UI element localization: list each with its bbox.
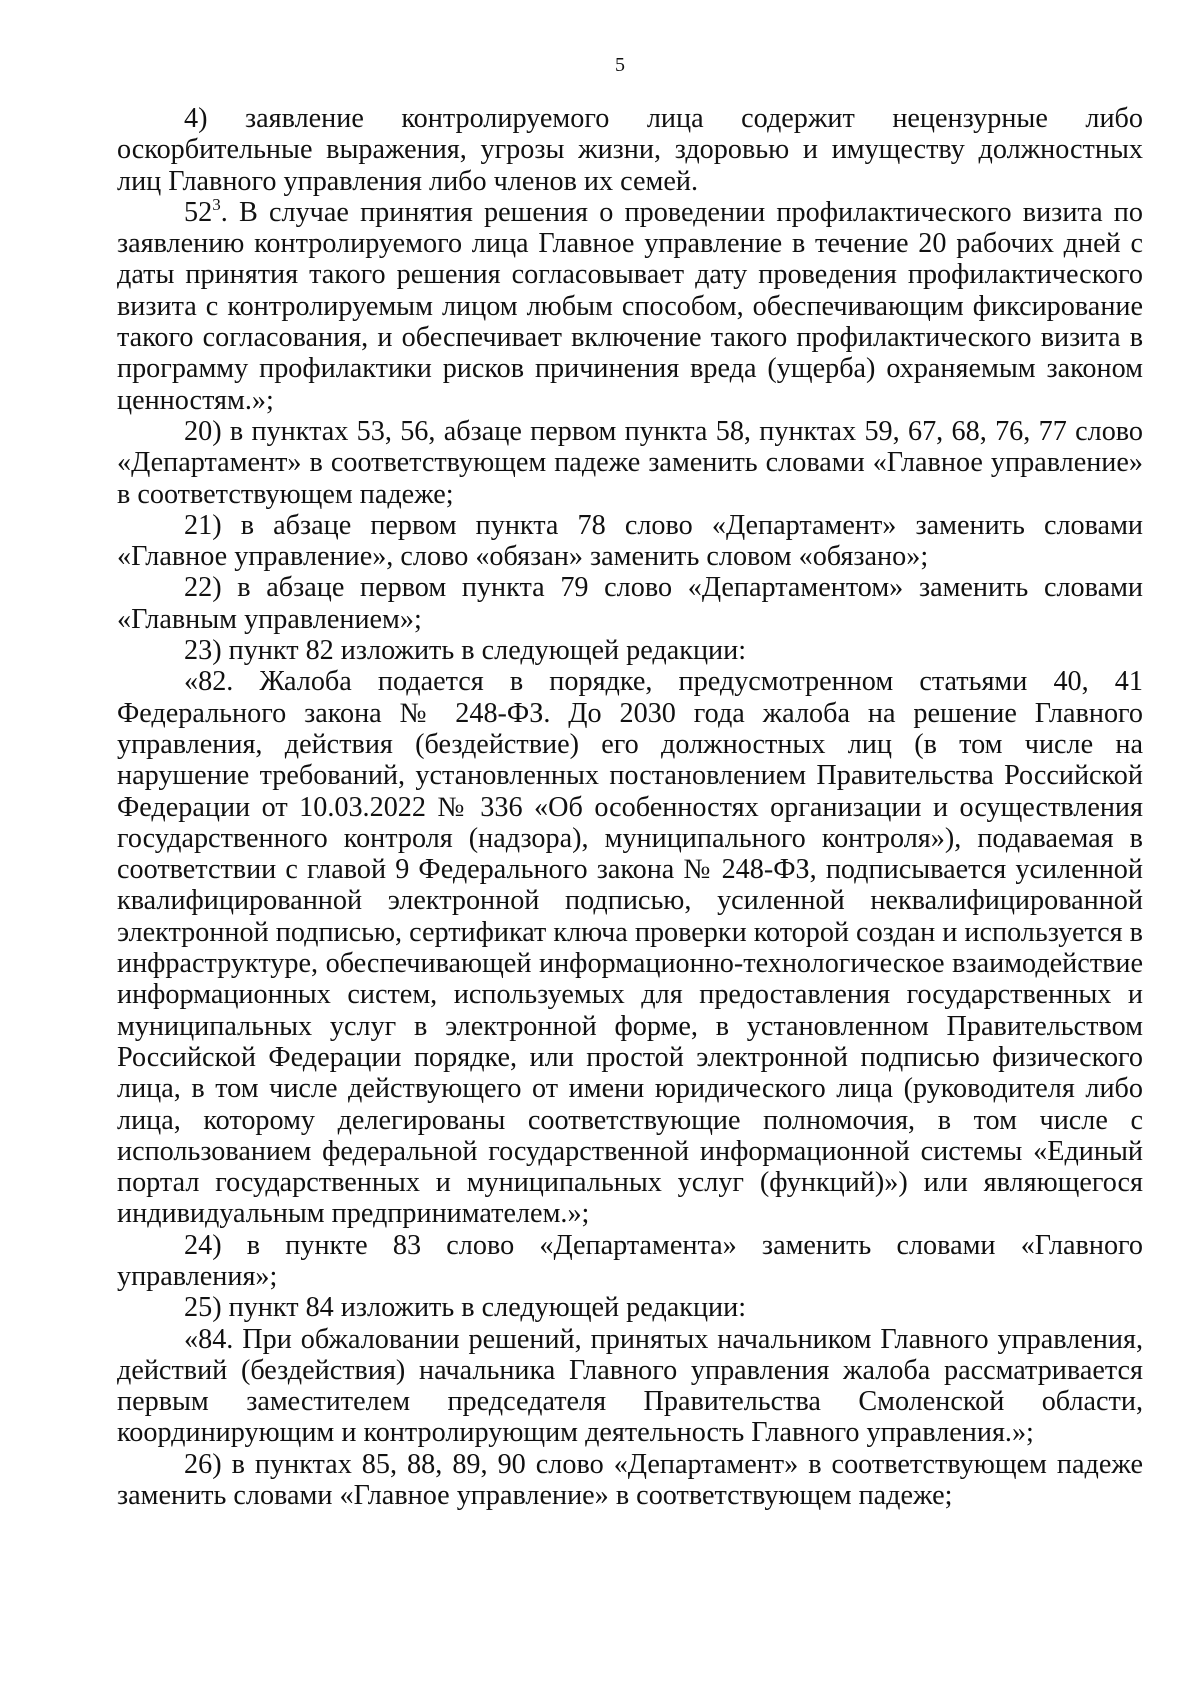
paragraph-text: 23) пункт 82 изложить в следующей редакции: [184,635,747,667]
point-number: 52 [184,196,213,228]
paragraph-text: «84. При обжаловании решений, принятых начальником Главного управления, действий (бездействия) начальника Главного управления жалоба рассматривается первым заместителем председателя Правительства Смоленской области, координирующим и контролирующим деятельность Главного управления.»; [117,1323,1143,1449]
paragraph-text: . В случае принятия решения о проведении профилактического визита по заявлению контролируемого лица Главное управление в течение 20 рабочих дней с даты принятия такого решения согласовывает дату проведения профилактического визита с контролируемым лицом любым способом, обеспечивающим фиксирование такого согласования, и обеспечивает включение такого профилактического визита в программу профилактики рисков причинения вреда (ущерба) охраняемым законом ценностям.»; [117,196,1143,416]
paragraph-item-23 [117,635,1143,666]
paragraph-text: 4) заявление контролируемого лица содержит нецензурные либо оскорбительные выражения, угрозы жизни, здоровью и имуществу должностных лиц Главного управления либо членов их семей. [117,103,1143,197]
paragraph-point-84 [117,1324,1143,1449]
paragraph-text: 20) в пунктах 53, 56, абзаце первом пункта 58, пунктах 59, 67, 68, 76, 77 слово «Департамент» в соответствующем падеже заменить словами «Главное управление» в соответствующем падеже; [117,415,1143,510]
paragraph-item-25 [117,1292,1143,1323]
paragraph-text: 26) в пунктах 85, 88, 89, 90 слово «Департамент» в соответствующем падеже заменить словами «Главное управление» в соответствующем падеже; [117,1448,1143,1512]
paragraph-point-82 [117,666,1143,1229]
paragraph-item-26 [117,1449,1143,1512]
page-number: 5 [615,54,625,76]
paragraph-text: 25) пункт 84 изложить в следующей редакции: [184,1292,747,1324]
paragraph-text: «82. Жалоба подается в порядке, предусмотренном статьями 40, 41 Федерального закона № 248-ФЗ. До 2030 года жалоба на решение Главного управления, действия (бездействие) его должностных лиц (в том числе на нарушение требований, установленных постановлением Правительства Российской Федерации от 10.03.2022 № 336 «Об особенностях организации и осуществления государственного контроля (надзора), муниципального контроля»), подаваемая в соответствии с главой 9 Федерального закона № 248-ФЗ, подписывается усиленной квалифицированной электронной подписью, усиленной неквалифицированной электронной подписью, сертификат ключа проверки которой создан и используется в инфраструктуре, обеспечивающей информационно-технологическое взаимодействие информационных систем, используемых для предоставления государственных и муниципальных услуг в электронной форме, в установленном Правительством Российской Федерации порядке, или простой электронной подписью физического лица, в том числе действующего от имени юридического лица (руководителя либо лица, которому делегированы соответствующие полномочия, в том числе с использованием федеральной государственной информационной системы «Единый портал государственных и муниципальных услуг (функций)») или являющегося индивидуальным предпринимателем.»; [117,666,1143,1230]
paragraph-item-21 [117,510,1143,573]
point-superscript: 3 [212,194,221,214]
paragraph-text: 21) в абзаце первом пункта 78 слово «Департамент» заменить словами «Главное управление», слово «обязан» заменить словом «обязано»; [117,509,1143,573]
paragraph-item-4 [117,103,1143,197]
paragraph-item-24 [117,1230,1143,1293]
document-body [117,103,1143,1511]
paragraph-item-22 [117,572,1143,635]
paragraph-point-52-3 [117,194,1143,416]
paragraph-text: 22) в абзаце первом пункта 79 слово «Департаментом» заменить словами «Главным управлением»; [117,572,1143,635]
paragraph-text: 24) в пункте 83 слово «Департамента» заменить словами «Главного управления»; [117,1229,1143,1292]
paragraph-item-20 [117,416,1143,510]
